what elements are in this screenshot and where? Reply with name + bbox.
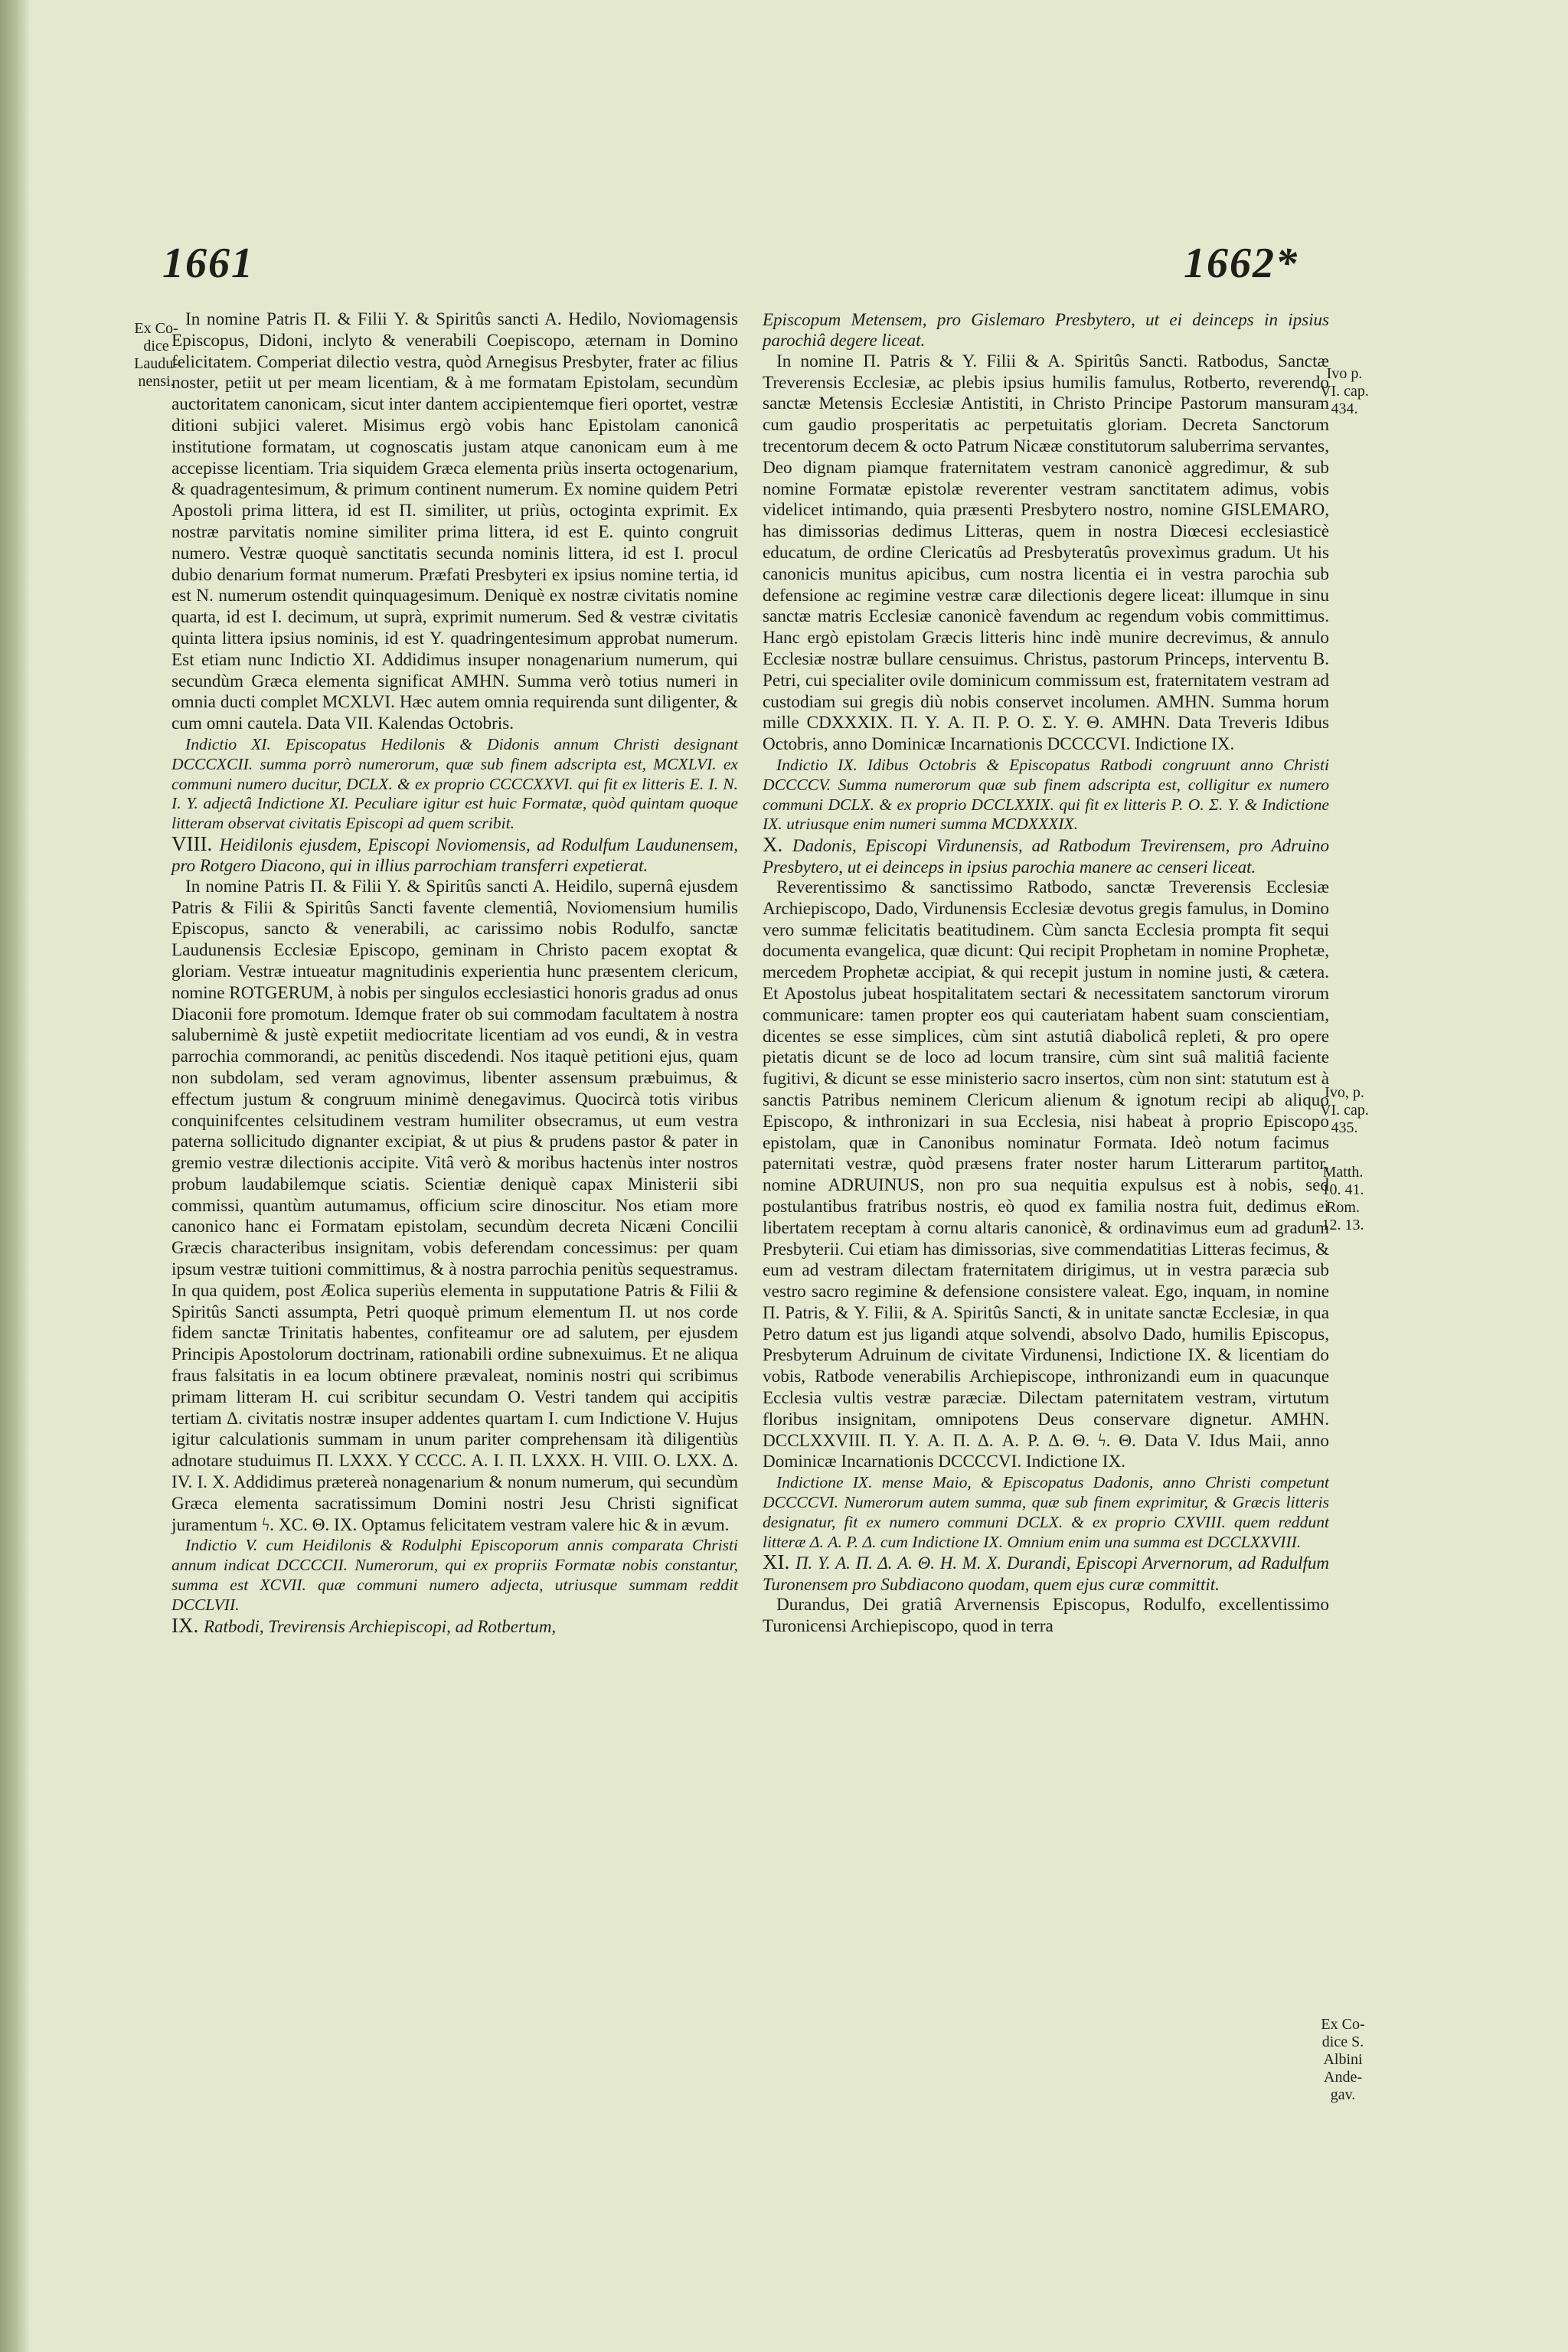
letter-paragraph: In nomine Patris Π. & Filii Y. & Spiritûs sancti A. Heidilo, supernâ ejusdem Patris & Filii & Spiritûs Sancti favente clementiâ, Noviomensium humilis Episcopus, sancto & venerabili, ac carissimo nobis Rodulfo, sanctæ Laudunensis Ecclesiæ Episcopo, geminam in Christo pacem exoptat & gloriam. Vestræ intueatur magnitudinis experientia hunc præsentem clericum, nomine ROTGERUM, à nobis per singulos ecclesiastici honoris gradus ad onus Diaconii fore promotum. Idemque frater ob sui commodam facultatem à nostra salubernimè & justè expetiit mediocritate licentiam ad vos eundi, & in vestra parrochia commorandi, ac penitùs discedendi. Nos itaquè petitioni ejus, quam non subdolam, sed veram agnovimus, libenter assensum præbuimus, & effectum justum & congruum minimè denegavimus. Quocircà totis viribus conquinifcentes celsitudinem vestram humiliter obsecramus, ut eum vestra paterna sollicitudo dignanter excipiat, & ut pius & prudens pastor & pater in gremio vestræ dilectionis accipite. Vitâ verò & moribus hactenùs inter nostros probum laudabilemque sciatis. Scientiæ deniquè capax Ministerii sibi commissi, quantùm autumamus, officium scire dinoscitur. Nos etiam more canonico hanc ei Formatam epistolam, secundùm decreta Nicæni Concilii Græcis characteribus insignitam, vobis deferendam concessimus: per quam ipsum vestræ tuitioni committimus, & à nostra parrochia penitùs sequestramus. In qua quidem, post Æolica superiùs elementa in supputatione Patris & Filii & Spiritûs Sancti assumpta, Petri quoquè primum elementum Π. ut nos corde fidem sanctæ Trinitatis habentes, confiteamur ore ad salutem, per ejusdem Principis Apostolorum doctrinam, rationabili ordine subnexuimus. Et ne aliqua fraus falsitatis in ea locum obtinere prævaleat, nominis nostri qui scribimus primam litteram H. cui scribitur secundam O. Vestri tandem qui accipitis tertiam Δ. civitatis nostræ insuper addentes quartam I. cum Indictione V. Hujus igitur calculationis summam in unum pariter comprehensam ità diligentiùs adnotare studuimus Π. LXXX. Y CCCC. A. I. Π. LXXX. H. VIII. O. LXX. Δ. IV. I. X. Addidimus prætereà nonagenarium & nonum numerum, qui secundùm Græca elementa sacratissimum Domini nostri Jesu Christi significat juramentum ϟ. XC. Θ. IX. Optamus felicitatem vestram valere hic & in ævum. <box>172 876 738 1535</box>
letter-paragraph: Reverentissimo & sanctissimo Ratbodo, sanctæ Treverensis Ecclesiæ Archiepiscopo, Dado, Virdunensis Ecclesiæ devotus gregis famulus, in Domino vero summæ felicitatis beatitudinem. Cùm sancta Ecclesia prompta fit sequi documenta evangelica, quæ dicunt: Qui recipit Prophetam in nomine Prophetæ, mercedem Prophetæ accipiat, & qui recepit justum in nomine justi, & cætera. Et Apostolus jubeat hospitalitatem sectari & necessitatem sanctorum virorum communicare: tamen propter eos qui cauteriatam habent suam conscientiam, dicentes se esse simplices, cùm sint astutiâ diabolicâ repleti, & pro opere pietatis dicunt se de loco ad locum transire, cùm sint suâ malitiâ faciente fugitivi, & dicunt se esse ministerio sacro insertos, cùm non sint: statutum est à sanctis Patribus neminem Clericum alienum & ignotum recipi ab aliquo Episcopo, & inthronizari in sua Ecclesia, nisi habeat à proprio Episcopo epistolam, quæ in Canonibus nominatur Formata. Ideò notum facimus paternitati vestræ, quòd præsens frater noster harum Litterarum partitor, nomine ADRUINUS, non pro sua nequitia expulsus est à nobis, sed postulantibus fratribus nostris, eò quod ex familia nostra fuit, dedimus ei libertatem receptam à cornu altaris canonicè, & ordinavimus eum ad gradum Presbyterii. Cui etiam has dimissorias, sive commendatitias Litteras fecimus, & eum ad vestram dilectam fraternitatem dirigimus, ut in vestra paræcia sub vestro sacro regimine & defensione consistere valeat. Ego, inquam, in nomine Π. Patris, & Υ. Filii, & A. Spiritûs Sancti, & in unitate sanctæ Ecclesiæ, in qua Petro datum est jus ligandi atque solvendi, absolvo Dado, humilis Episcopus, Presbyterum Adruinum de civitate Virdunensi, Indictione IX. & licentiam do vobis, Ratbode venerabilis Archiepiscope, inthronizandi eum in quacunque Ecclesia vultis vestræ paræciæ. Dilectam paternitatem vestram, virtutum floribus insignitam, omnipotens Deus conservare dignetur. AMHN. DCCLXXVIII. Π. Υ. A. Π. Δ. A. P. Δ. Θ. ϟ. Θ. Data V. Idus Maii, anno Dominicæ Incarnationis DCCCCVI. Indictione IX. <box>763 877 1329 1472</box>
text-column-left <box>172 309 738 1637</box>
book-spine-edge <box>0 0 29 2352</box>
editorial-note: Indictio XI. Episcopatus Hedilonis & Didonis annum Christi designant DCCCXCII. summa porrò numerorum, quæ sub finem adscripta est, MCXLVI. ex communi numero ducitur, DCLX. & ex proprio CCCCXXVI. qui fit ex litteris E. I. N. I. Y. adjectâ Indictione XI. Peculiare igitur est huic Formatæ, quòd quintam quoque litteram observat civitatis Episcopi ad quem scribit. <box>172 734 738 833</box>
section-heading <box>172 831 738 877</box>
section-heading <box>763 835 1329 877</box>
margin-note-ivo-435: Ivo, p. VI. cap. 435. <box>1320 1084 1369 1136</box>
section-heading <box>763 1552 1329 1595</box>
editorial-note: Indictio V. cum Heidilonis & Rodulphi Episcoporum annis comparata Christi annum indicat DCCCCII. Numerorum, qui ex propriis Formatæ nobis constantur, summa est XCVII. quæ communi numero adjecta, utriusque summam reddit DCCLVII. <box>172 1536 738 1614</box>
margin-note-source-laudunensis: Ex Co- dice Laudu- nensi. <box>134 320 178 390</box>
section-number: X. <box>763 833 793 857</box>
section-heading-text: Ratbodi, Trevirensis Archiepiscopi, ad Rotbertum, <box>204 1616 557 1636</box>
margin-note-ivo-434: Ivo p. VI. cap. 434. <box>1320 365 1369 417</box>
section-heading <box>172 1615 738 1637</box>
text-column-right <box>763 309 1329 1638</box>
page-number-right: 1662* <box>1184 240 1298 287</box>
page-number-left: 1661 <box>162 240 254 287</box>
letter-paragraph: In nomine Π. Patris & Y. Filii & A. Spiritûs Sancti. Ratbodus, Sanctæ Treverensis Ecclesiæ, ac plebis ipsius humilis famulus, Rotberto, reverendo sanctæ Metensis Ecclesiæ Antistiti, in Christo Principe Pastorum mansuram cum gaudio prosperitatis ac perpetuitatis gloriam. Decreta Sanctorum trecentorum decem & octo Patrum Nicææ constitutorum saluberrima servantes, Deo dignam piamque fraternitatem vestram canonicè aggredimur, & sub nomine Formatæ epistolæ reverenter vestram sanctitatem adimus, vobis videlicet intimando, quia præsenti Presbytero nostro, nomine GISLEMARO, has dimissorias dedimus Litteras, quem in nostra Diœcesi ecclesiasticè educatum, de ordine Clericatûs ad Presbyteratûs provexìmus gradum. Ut his canonicis munitus apicibus, cum nostra licentia ei in vestra parochia sub defensione ac regimine vestræ caræ dilectionis degere liceat: illumque in sinu sanctæ matris Ecclesiæ canonicè favendum ac regendum vobis committimus. Hanc ergò epistolam Græcis litteris hinc indè munire decrevimus, & annulo Ecclesiæ nostræ bullare censuimus. Christus, pastorum Princeps, interventu B. Petri, cui specialiter ovile dominicum commissum est, fraternitatem vestram ad custodiam sui gregis diù nobis conservet incolumen. AMHN. Summa horum mille CDXXXIX. Π. Υ. A. Π. P. O. Σ. Υ. Θ. AMHN. Data Treveris Idibus Octobris, anno Dominicæ Incarnationis DCCCCVI. Indictione IX. <box>763 351 1329 755</box>
editorial-note: Indictione IX. mense Maio, & Episcopatus Dadonis, anno Christi competunt DCCCCVI. Numerorum autem summa, quæ sub finem exprimitur, & Græcis litteris designatur, fit ex numero communi DCLX. & ex proprio CXVIII. quem reddunt litteræ Δ. A. P. Δ. cum Indictione IX. Omnium enim una summa est DCCLXXVIII. <box>763 1473 1329 1551</box>
letter-paragraph: Durandus, Dei gratiâ Arvernensis Episcopus, Rodulfo, excellentissimo Turonicensi Archiepiscopo, quod in terra <box>763 1595 1329 1637</box>
section-number: XI. <box>763 1550 795 1574</box>
section-number: IX. <box>172 1613 204 1637</box>
letter-paragraph: In nomine Patris Π. & Filii Υ. & Spiritûs sancti A. Hedilo, Noviomagensis Episcopus, Didoni, inclyto & venerabili Coepiscopo, æternam in Domino felicitatem. Comperiat dilectio vestra, quòd Arnegisus Presbyter, frater ac filius noster, petiit ut per meam licentiam, & à me formatam Epistolam, secundùm auctoritatem canonicam, sicut inter dantem accipientemque fieri oportet, vestræ ditioni subjici valeret. Misimus ergò vobis hanc Epistolam canonicâ institutione formatam, ut cognoscatis justam atque canonicam eum à me accepisse licentiam. Tria siquidem Græca elementa priùs inserta octogenarium, & quadragentesimum, & primum continent numerum. Ex nomine quidem Petri Apostoli prima littera, id est Π. similiter, ut priùs, octoginta exprimit. Ex nostræ parvitatis nomine similiter prima littera, id est E. quinto congruit numero. Vestræ quoquè sanctitatis secunda nominis littera, id est I. procul dubio denarium format numerum. Præfati Presbyteri ex ipsius nomine tertia, id est N. numerum ostendit quinquagesimum. Deniquè ex nostræ civitatis nomine quarta, id est I. decimum, ut suprà, exprimit numerum. Sed & vestræ civitatis quinta littera ipsius nominis, id est Y. quadringentesimum approbat numerum. Est etiam nunc Indictio XI. Addidimus insuper nonagenarium numerum, qui secundùm Græca elementa significat AMHN. Summa verò totius numeri in omnia ducti complet MCXLVI. Hæc autem omnia requirenda sunt diligenter, & cum omni cautela. Data VII. Kalendas Octobris. <box>172 309 738 734</box>
editorial-note: Indictio IX. Idibus Octobris & Episcopatus Ratbodi congruunt anno Christi DCCCCV. Summa numerorum quæ sub finem adscripta est, colligitur ex numero communi DCLX. & ex proprio DCCLXXIX. qui fit ex litteris P. O. Σ. Υ. & Indictione IX. utriusque enim numeri summa MCDXXXIX. <box>763 755 1329 834</box>
section-heading-text: Π. Υ. A. Π. Δ. A. Θ. H. M. X. Durandi, Episcopi Arvernorum, ad Radulfum Turonensem pro Subdiacono quodam, quem ejus curæ committit. <box>763 1553 1329 1594</box>
margin-note-source-albini: Ex Co- dice S. Albini Ande- gav. <box>1321 2016 1365 2103</box>
section-heading-text: Episcopum Metensem, pro Gislemaro Presbytero, ut ei deinceps in ipsius parochiâ degere liceat. <box>763 310 1329 351</box>
section-heading-text: Dadonis, Episcopi Virdunensis, ad Ratbodum Trevirensem, pro Adruino Presbytero, ut ei deinceps in ipsius parochia manere ac censeri liceat. <box>763 836 1329 877</box>
margin-note-scripture-refs: Matth. 10. 41. Rom. 12. 13. <box>1321 1164 1364 1233</box>
section-heading-text: Heidilonis ejusdem, Episcopi Noviomensis, ad Rodulfum Laudunensem, pro Rotgero Diacono, qui in illius parrochiam transferri expetierat. <box>172 835 738 876</box>
section-heading <box>763 309 1329 351</box>
section-number: VIII. <box>172 831 220 855</box>
